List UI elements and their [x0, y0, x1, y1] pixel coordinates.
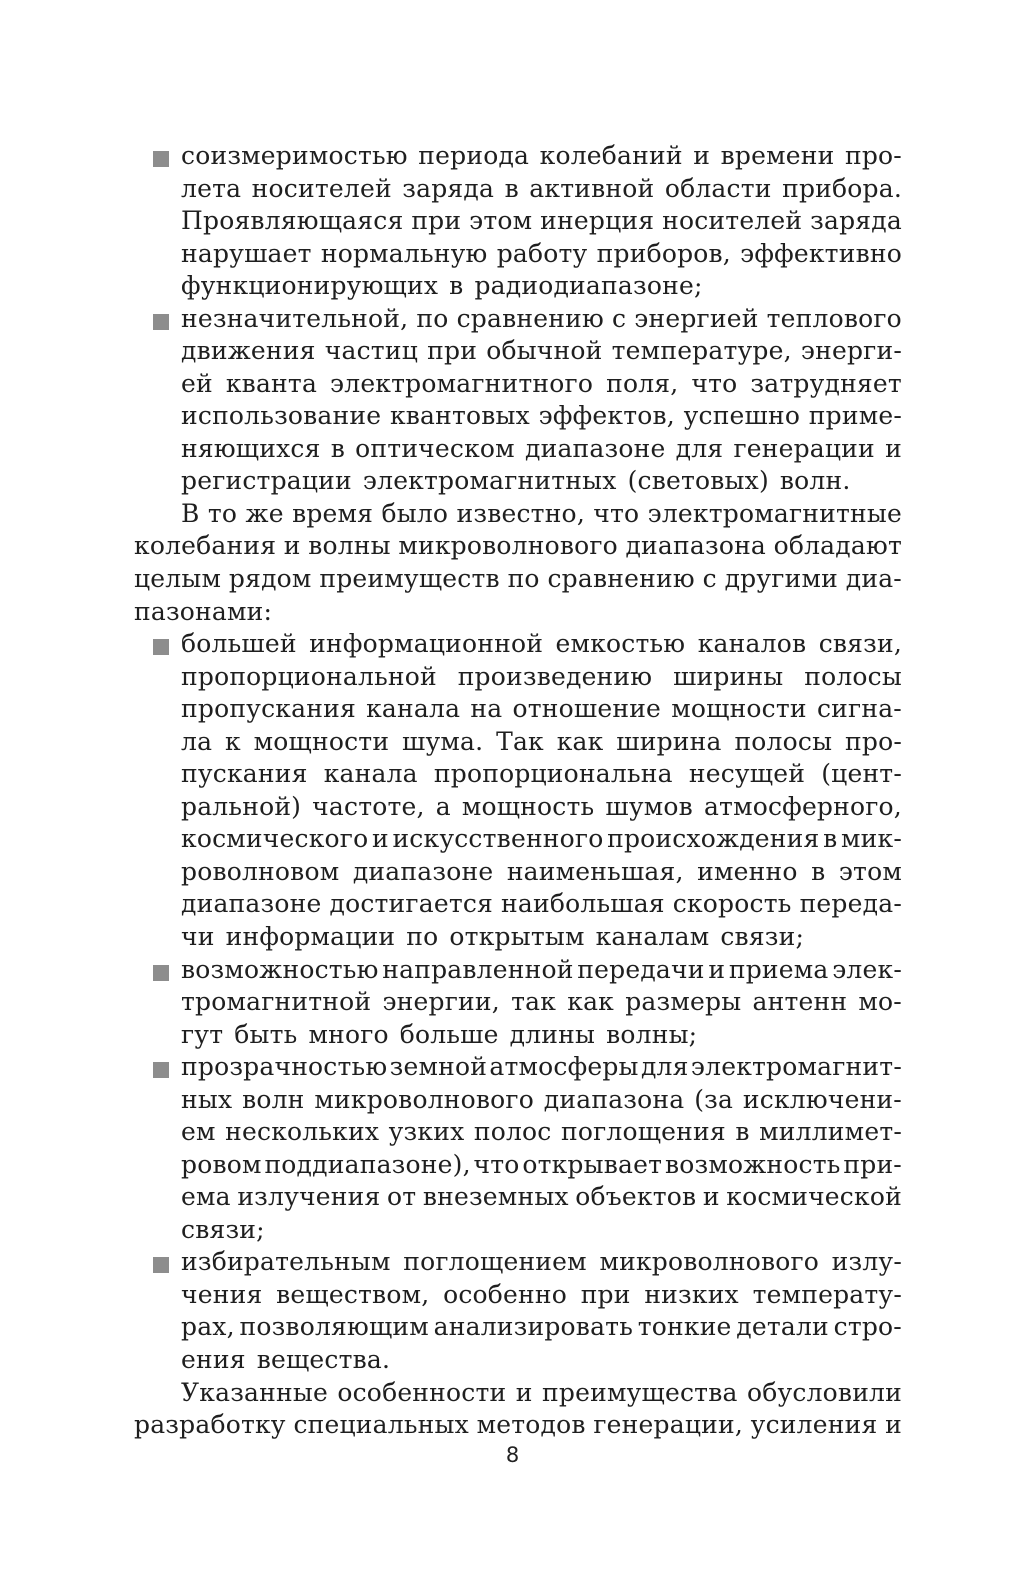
word: Так [496, 726, 544, 756]
word: переда- [799, 889, 902, 919]
word: направленной [382, 954, 574, 984]
word: ей [181, 368, 213, 398]
bullet-text-line [181, 336, 902, 372]
word: микроволнового [398, 531, 618, 561]
bullet-text-line [181, 792, 902, 828]
word: температу- [752, 1279, 902, 1309]
word: в [811, 856, 826, 886]
word: гут [181, 1019, 224, 1049]
word: роволновом [181, 856, 340, 886]
word: активной [529, 173, 655, 203]
bullet-text-line [181, 434, 902, 470]
word: мощность [461, 791, 595, 821]
word: регистрации [181, 466, 352, 496]
bullet-text-line [181, 857, 902, 893]
word: и [885, 1410, 902, 1440]
word: ла [181, 726, 213, 756]
word: прозрачностью [181, 1052, 388, 1082]
word: веществом, [276, 1279, 430, 1309]
word: сигна- [816, 694, 902, 724]
word: мощности [253, 726, 390, 756]
bullet-text-line [181, 824, 902, 860]
bullet-square-icon [153, 314, 169, 330]
word: по [507, 564, 540, 594]
word: с [612, 303, 627, 333]
word: специальных [293, 1410, 469, 1440]
word: для [640, 1052, 689, 1082]
word: энергии, [382, 987, 500, 1017]
bullet-text-line [181, 369, 902, 405]
word: произведению [457, 661, 653, 691]
word: мик- [841, 824, 902, 854]
word: движения [181, 336, 316, 366]
bullet-text-line [181, 759, 902, 795]
word: целым [134, 564, 222, 594]
word: информации [225, 921, 396, 951]
word: время [292, 498, 374, 528]
word: при [411, 206, 462, 236]
word: (световых) [627, 466, 769, 496]
word: с [702, 564, 717, 594]
word: использование [181, 401, 382, 431]
bullet-text-line [181, 1085, 902, 1121]
word: в [330, 433, 346, 463]
bullet-text-line [181, 1020, 902, 1056]
word: диапазоне [524, 433, 666, 463]
bullet-text-line [181, 141, 902, 177]
word: каналов [697, 629, 807, 659]
word: ема [181, 1182, 231, 1212]
word: в [504, 173, 519, 203]
word: электромагнитных [362, 466, 617, 496]
word: и [371, 824, 389, 854]
word: в [823, 824, 838, 854]
word: частоте, [312, 791, 425, 821]
word: чения [181, 1279, 263, 1309]
word: носителей [251, 173, 392, 203]
word: скорость [672, 889, 792, 919]
word: и [708, 954, 726, 984]
bullet-square-icon [153, 639, 169, 655]
word: преимуществ [319, 564, 500, 594]
word: (цент- [821, 759, 902, 789]
word: волны; [606, 1019, 698, 1049]
paragraph-line [134, 1410, 902, 1446]
word: электромагнитного [330, 368, 594, 398]
word: няющихся [181, 433, 321, 463]
word: в [449, 271, 464, 301]
bullet-text-line [181, 987, 902, 1023]
word: что [691, 368, 738, 398]
word: периода [418, 141, 530, 170]
word: анализировать [433, 1312, 634, 1342]
word: Указанные [181, 1377, 328, 1407]
word: позволяющим [239, 1312, 429, 1342]
word: энерги- [800, 336, 902, 366]
word: рядом [228, 564, 312, 594]
word: было [381, 498, 449, 528]
word: открытым [449, 921, 585, 951]
word: волн [242, 1084, 305, 1114]
word: разработку [134, 1410, 286, 1440]
word: и [702, 1182, 720, 1212]
word: объектов [575, 1182, 697, 1212]
word: при- [843, 1149, 902, 1179]
word: много [308, 1019, 389, 1049]
word: по [416, 303, 449, 333]
word: детали [736, 1312, 829, 1342]
word: и [515, 1377, 533, 1407]
word: лета [181, 173, 242, 203]
word: связи; [181, 1214, 265, 1244]
bullet-text-line [181, 1345, 902, 1381]
word: диа- [845, 564, 902, 594]
word: волны [308, 531, 391, 561]
word: канала [366, 694, 461, 724]
word: поддиапазоне), [264, 1149, 471, 1179]
word: функционирующих [181, 271, 439, 301]
word: миллимет- [759, 1117, 902, 1147]
word: излучения [237, 1182, 381, 1212]
word: узких [388, 1117, 465, 1147]
word: прибора. [782, 173, 902, 203]
word: именно [697, 856, 798, 886]
bullet-text-line [181, 1312, 902, 1348]
word: тонкие [637, 1312, 732, 1342]
bullet-text-line [181, 662, 902, 698]
word: отношение [512, 694, 662, 724]
bullet-square-icon [153, 151, 169, 167]
word: эффективно [740, 238, 902, 268]
word: затрудняет [750, 368, 902, 398]
word: вещества. [256, 1344, 391, 1374]
word: при [427, 336, 478, 366]
word: незначительной, [181, 303, 409, 333]
word: электромагнитные [647, 498, 902, 528]
word: соизмеримостью [181, 141, 408, 170]
word: квантовых [389, 401, 530, 431]
word: для [675, 433, 724, 463]
bullet-text-line [181, 466, 902, 502]
word: электромагнит- [690, 1052, 902, 1082]
word: что [473, 1149, 520, 1179]
word: ширины [673, 661, 784, 691]
word: радиодиапазоне; [474, 271, 703, 301]
word: внеземных [422, 1182, 569, 1212]
word: ральной) [181, 791, 302, 821]
word: обычной [486, 336, 603, 366]
word: атмосферного, [703, 791, 902, 821]
word: поля, [606, 368, 679, 398]
paragraph-line [134, 597, 902, 633]
word: про- [845, 726, 902, 756]
word: диапазона [625, 531, 767, 561]
bullet-text-line [181, 174, 902, 210]
word: наибольшая [501, 889, 665, 919]
word: же [245, 498, 284, 528]
bullet-text-line [181, 694, 902, 730]
word: температуре, [611, 336, 792, 366]
word: связи; [720, 921, 805, 951]
word: диапазона [543, 1084, 685, 1114]
word: рах, [181, 1312, 235, 1342]
word: возможностью [181, 954, 379, 984]
word: особенно [443, 1279, 567, 1309]
word: атмосферы [489, 1052, 639, 1082]
word: заряда [810, 206, 902, 236]
word: про- [844, 141, 902, 170]
word: носителей [662, 206, 803, 236]
word: генерации [733, 433, 875, 463]
word: возможность [664, 1149, 841, 1179]
bullet-text-line [181, 239, 902, 275]
word: частиц [324, 336, 418, 366]
word: сравнению [547, 564, 695, 594]
word: другими [724, 564, 838, 594]
word: достигается [329, 889, 494, 919]
bullet-text-line [181, 1052, 902, 1088]
bullet-text-line [181, 271, 902, 307]
word: ровом [181, 1149, 262, 1179]
bullet-text-line [181, 889, 902, 925]
word: и [885, 433, 902, 463]
word: нескольких [225, 1117, 380, 1147]
word: инерция [540, 206, 655, 236]
word: к [225, 726, 241, 756]
word: быть [234, 1019, 298, 1049]
word: нарушает [181, 238, 312, 268]
word: наименьшая, [506, 856, 684, 886]
word: длины [509, 1019, 596, 1049]
word: канала [323, 759, 418, 789]
word: ширина [616, 726, 722, 756]
word: ных [181, 1084, 233, 1114]
word: пропускания [181, 694, 356, 724]
word: обусловили [746, 1377, 902, 1407]
word: и [693, 141, 711, 170]
word: антенн [752, 987, 848, 1017]
word: космического [181, 824, 369, 854]
word: как [567, 987, 615, 1017]
word: при [580, 1279, 631, 1309]
word: мо- [858, 987, 902, 1017]
paragraph-line [181, 1378, 902, 1414]
word: успешно [683, 401, 801, 431]
bullet-text-line [181, 304, 902, 340]
word: приборов, [596, 238, 731, 268]
word: элек- [832, 954, 902, 984]
bullet-text-line [181, 1117, 902, 1153]
word: чи [181, 921, 215, 951]
word: заряда [402, 173, 495, 203]
bullet-text-line [181, 1182, 902, 1218]
word: волн. [779, 466, 851, 496]
word: Проявляющаяся [181, 206, 404, 236]
word: шума. [402, 726, 484, 756]
bullet-text-line [181, 401, 902, 437]
word: пропорциональна [433, 759, 673, 789]
bullet-square-icon [153, 965, 169, 981]
word: работу [496, 238, 588, 268]
word: В [181, 498, 200, 528]
word: оптическом [355, 433, 515, 463]
bullet-text-line [181, 727, 902, 763]
word: обладают [773, 531, 902, 561]
word: на [470, 694, 503, 724]
bullet-text-line [181, 206, 902, 242]
paragraph-line [134, 531, 902, 567]
word: методов [476, 1410, 586, 1440]
word: емкостью [555, 629, 686, 659]
word: диапазоне [352, 856, 494, 886]
word: микроволнового [314, 1084, 534, 1114]
word: (за [694, 1084, 734, 1114]
word: большей [181, 629, 297, 659]
word: то [207, 498, 238, 528]
word: как [556, 726, 604, 756]
bullet-text-line [181, 1150, 902, 1186]
word: размеры [625, 987, 742, 1017]
word: полосы [804, 661, 902, 691]
bullet-text-line [181, 1215, 902, 1251]
bullet-square-icon [153, 1257, 169, 1273]
word: ем [181, 1117, 216, 1147]
word: пускания [181, 759, 308, 789]
word: излу- [831, 1247, 902, 1277]
word: энергией [634, 303, 759, 333]
word: каналам [595, 921, 710, 951]
word: поглощением [403, 1247, 587, 1277]
bullet-text-line [181, 1247, 902, 1283]
word: времени [720, 141, 835, 170]
word: открывает [522, 1149, 663, 1179]
word: теплового [766, 303, 902, 333]
word: искусственного [392, 824, 604, 854]
word: мощности [671, 694, 807, 724]
bullet-text-line [181, 629, 902, 665]
paragraph-line [134, 564, 902, 600]
bullet-text-line [181, 1280, 902, 1316]
word: микроволнового [599, 1247, 820, 1277]
word: кванта [225, 368, 318, 398]
word: так [511, 987, 557, 1017]
word: происхождения [607, 824, 820, 854]
word: сравнению [456, 303, 604, 333]
word: приема [728, 954, 829, 984]
bullet-text-line [181, 922, 902, 958]
word: а [435, 791, 451, 821]
word: земной [389, 1052, 488, 1082]
word: диапазоне [181, 889, 322, 919]
word: нормальную [320, 238, 488, 268]
word: генерации, [593, 1410, 743, 1440]
word: передачи [577, 954, 705, 984]
word: поглощения [561, 1117, 726, 1147]
word: тромагнитной [181, 987, 372, 1017]
word: известно, [456, 498, 585, 528]
word: преимущества [542, 1377, 738, 1407]
word: шумов [605, 791, 693, 821]
word: этом [838, 856, 902, 886]
word: ения [181, 1344, 246, 1374]
word: связи, [818, 629, 902, 659]
word: эффектов, [538, 401, 675, 431]
bullet-square-icon [153, 1062, 169, 1078]
word: этом [469, 206, 533, 236]
word: области [664, 173, 772, 203]
word: пропорциональной [181, 661, 437, 691]
word: исключени- [742, 1084, 902, 1114]
word: пазонами: [134, 596, 273, 626]
word: несущей [688, 759, 806, 789]
word: полосы [734, 726, 833, 756]
word: приме- [808, 401, 902, 431]
word: колебания [134, 531, 277, 561]
word: избирательным [181, 1247, 391, 1277]
word: низких [644, 1279, 739, 1309]
bullet-text-line [181, 955, 902, 991]
word: колебаний [539, 141, 683, 170]
paragraph-line [181, 499, 902, 535]
word: больше [399, 1019, 499, 1049]
word: полос [473, 1117, 552, 1147]
word: что [593, 498, 640, 528]
word: от [386, 1182, 417, 1212]
word: особенности [337, 1377, 507, 1407]
word: в [735, 1117, 750, 1147]
word: информационной [309, 629, 544, 659]
word: усиления [750, 1410, 878, 1440]
word: космической [726, 1182, 902, 1212]
word: по [406, 921, 439, 951]
word: и [283, 531, 301, 561]
word: стро- [833, 1312, 902, 1342]
page-number: 8 [505, 1443, 520, 1467]
